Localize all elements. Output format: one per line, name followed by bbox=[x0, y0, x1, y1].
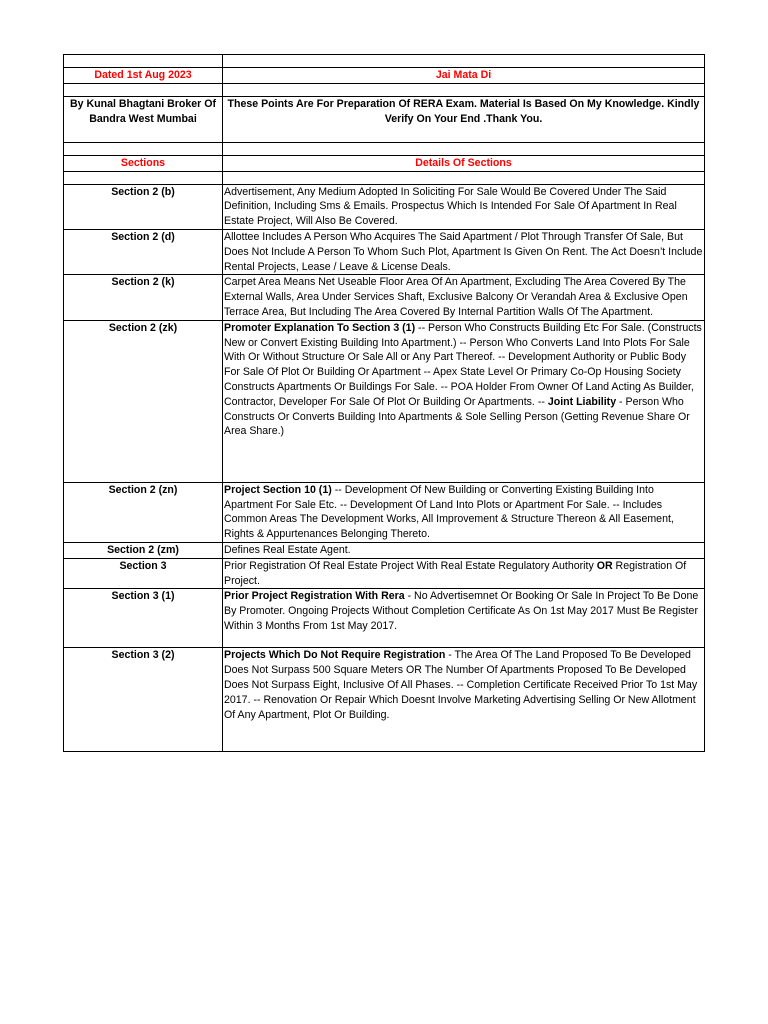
section-label: Section 2 (zk) bbox=[64, 320, 223, 482]
section-label: Section 2 (d) bbox=[64, 229, 223, 274]
section-row bbox=[64, 558, 705, 589]
section-details bbox=[223, 482, 705, 542]
column-header-details: Details Of Sections bbox=[223, 155, 705, 171]
section-row bbox=[64, 275, 705, 320]
blank-cell bbox=[64, 142, 223, 155]
rera-notes-sheet bbox=[63, 54, 705, 752]
details-bold-text: Prior Project Registration With Rera bbox=[224, 590, 405, 603]
details-text: Registration Of Project. bbox=[224, 559, 687, 587]
section-details bbox=[223, 275, 705, 320]
blank-row bbox=[64, 142, 705, 155]
section-label: Section 2 (b) bbox=[64, 184, 223, 229]
section-label: Section 2 (k) bbox=[64, 275, 223, 320]
section-row bbox=[64, 648, 705, 752]
section-details bbox=[223, 542, 705, 558]
section-details bbox=[223, 229, 705, 274]
blank-cell bbox=[64, 55, 223, 68]
column-header-sections: Sections bbox=[64, 155, 223, 171]
blank-cell bbox=[223, 171, 705, 184]
details-text: - The Area Of The Land Proposed To Be Developed Does Not Surpass 500 Square Meters OR The Number Of Apartments Proposed To Be Developed Does Not Surpass Eight, Inclusive Of All Phases. -- Completion Certificate Received Prior To 1st May 2017. -- Renovation Or Repair Which Doesnt Involve Marketing Advertising Selling Or New Allotment Of Any Apartment, Plot Or Building. bbox=[224, 649, 698, 721]
blank-cell bbox=[223, 142, 705, 155]
section-row bbox=[64, 229, 705, 274]
details-text: - Person Who Constructs Or Converts Building Into Apartments & Sole Selling Person (Getting Revenue Share Or Area Share.) bbox=[224, 395, 690, 438]
details-text: -- Development Of New Building or Converting Existing Building Into Apartment For Sale Etc. -- Development Of Land Into Plots or Apartment For Sale. -- Includes Common Areas The Development Works, All Improvement & Structure Thereon & All Easement, Rights & Appurtenances Belonging Thereto. bbox=[224, 483, 674, 541]
author-cell: By Kunal Bhagtani Broker Of Bandra West Mumbai bbox=[64, 96, 223, 142]
date-cell: Dated 1st Aug 2023 bbox=[64, 68, 223, 84]
details-bold-text: Joint Liability bbox=[547, 395, 617, 408]
section-label: Section 2 (zm) bbox=[64, 542, 223, 558]
section-row bbox=[64, 542, 705, 558]
blank-row bbox=[64, 83, 705, 96]
details-text: Carpet Area Means Net Useable Floor Area Of An Apartment, Excluding The Area Covered By The External Walls, Area Under Services Shaft, Exclusive Balcony Or Verandah Area & Exclusive Open Terrace Area, But Including The Area Covered By Internal Partition Walls Of The Apartment. bbox=[224, 276, 688, 318]
section-row bbox=[64, 320, 705, 482]
blank-cell bbox=[223, 83, 705, 96]
section-row bbox=[64, 184, 705, 229]
intro-row bbox=[64, 96, 705, 142]
blank-cell bbox=[64, 171, 223, 184]
details-text: - No Advertisemnet Or Booking Or Sale In Project To Be Done By Promoter. Ongoing Projects Without Completion Certificate As On 1st May 2017 Must Be Register Within 3 Months From 1st May 2017. bbox=[224, 590, 699, 632]
section-label: Section 2 (zn) bbox=[64, 482, 223, 542]
details-text: Prior Registration Of Real Estate Project With Real Estate Regulatory Authority bbox=[224, 559, 597, 572]
blank-row bbox=[64, 55, 705, 68]
section-row bbox=[64, 482, 705, 542]
section-details bbox=[223, 558, 705, 589]
greeting-cell: Jai Mata Di bbox=[223, 68, 705, 84]
blank-row bbox=[64, 171, 705, 184]
details-bold-text: Promoter Explanation To Section 3 (1) bbox=[224, 321, 416, 334]
section-details bbox=[223, 648, 705, 752]
details-bold-text: OR bbox=[596, 559, 613, 572]
details-text: Advertisement, Any Medium Adopted In Soliciting For Sale Would Be Covered Under The Said Definition, Including Sms & Emails. Prospectus Which Is Intended For Sale Of Apartment In Real Estate Project, Will Also Be Covered. bbox=[224, 185, 677, 228]
disclaimer-cell: These Points Are For Preparation Of RERA Exam. Material Is Based On My Knowledge. Kindly Verify On Your End .Thank You. bbox=[223, 96, 705, 142]
details-text: -- Person Who Constructs Building Etc For Sale. (Constructs New or Convert Existing Building Into Apartment.) -- Person Who Converts Land Into Plots For Sale With Or Without Structure Or Sale All or Any Part Thereof. -- Development Authority or Public Body For Sale Of Plot Or Building Or Apartment -- Apex State Level Or Primary Co-Op Housing Society Constructs Apartments Or Buildings For Sale. -- POA Holder From Owner Of Land Acting As Builder, Contractor, Developer For Sale Of Plot Or Building Or Apartments. -- bbox=[224, 321, 702, 408]
blank-cell bbox=[64, 83, 223, 96]
section-details bbox=[223, 320, 705, 482]
details-text: Allottee Includes A Person Who Acquires The Said Apartment / Plot Through Transfer Of Sale, But Does Not Include A Person To Whom Such Plot, Apartment Is Given On Rent. The Act Doesn’t Include Rental Projects, Lease / Leave & License Deals. bbox=[224, 230, 703, 273]
column-header-row bbox=[64, 155, 705, 171]
section-label: Section 3 (2) bbox=[64, 648, 223, 752]
section-row bbox=[64, 589, 705, 648]
details-text: Defines Real Estate Agent. bbox=[224, 543, 351, 556]
blank-cell bbox=[223, 55, 705, 68]
section-details bbox=[223, 589, 705, 648]
section-label: Section 3 bbox=[64, 558, 223, 589]
details-bold-text: Projects Which Do Not Require Registration bbox=[224, 649, 446, 662]
details-bold-text: Project Section 10 (1) bbox=[224, 483, 332, 496]
header-row bbox=[64, 68, 705, 84]
section-label: Section 3 (1) bbox=[64, 589, 223, 648]
section-details bbox=[223, 184, 705, 229]
